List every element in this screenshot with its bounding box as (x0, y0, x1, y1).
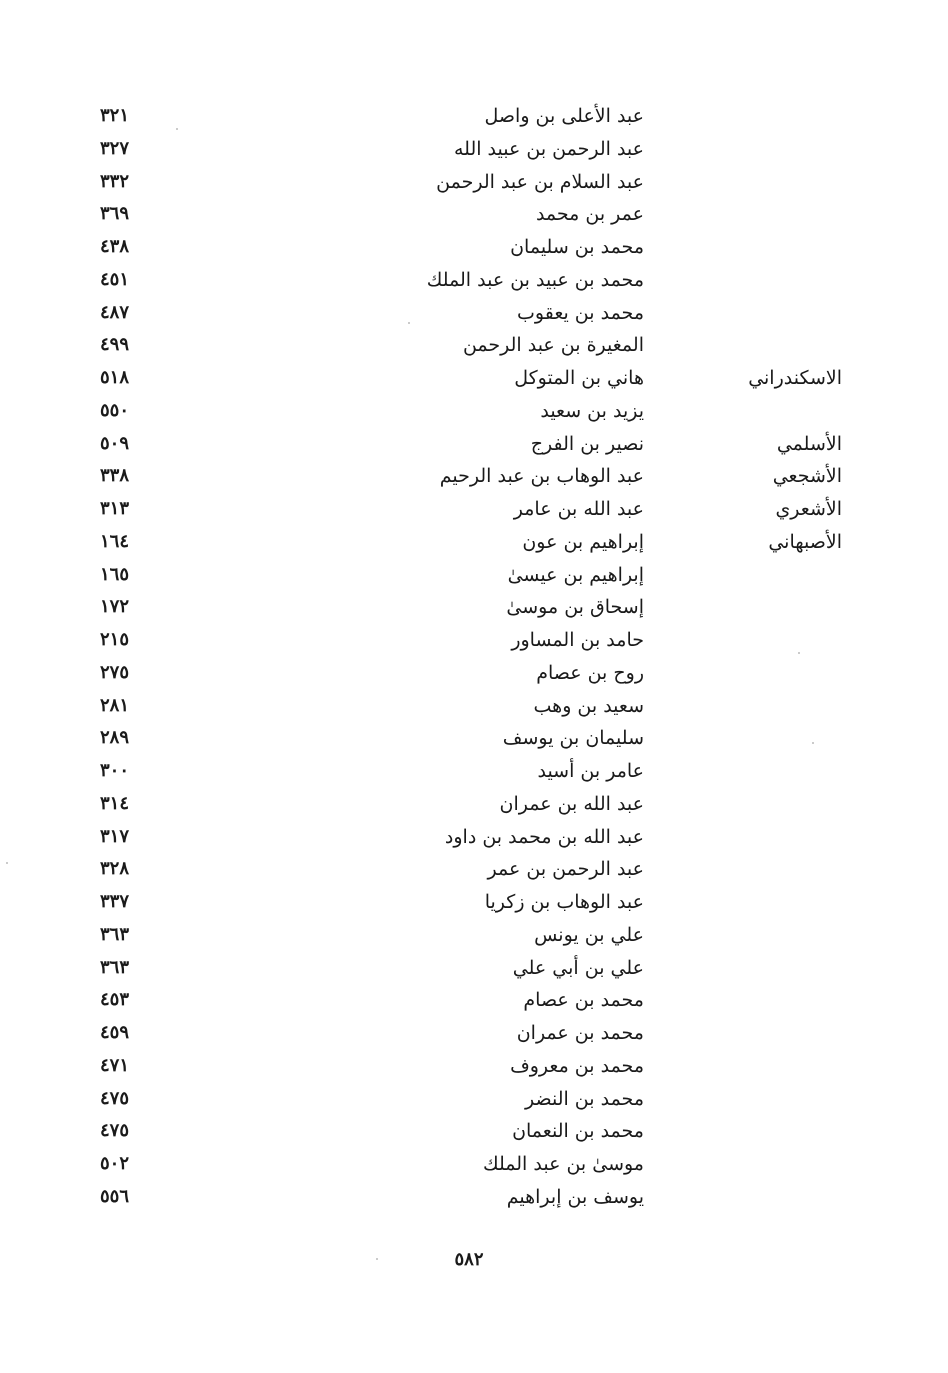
index-entry-row (90, 821, 842, 853)
scan-speck (176, 128, 178, 130)
index-entry-row (90, 984, 842, 1016)
index-entry-row (90, 788, 842, 820)
nisba-heading: الأشعري (775, 498, 842, 520)
narrator-name: إسحاق بن موسىٰ (506, 596, 644, 619)
page-reference: ٢٨١ (100, 694, 130, 716)
nisba-heading: الاسكندراني (748, 367, 842, 389)
narrator-name: سليمان بن يوسف (502, 727, 644, 750)
index-entry-row (90, 755, 842, 787)
index-entry-row (90, 624, 842, 656)
narrator-name: علي بن يونس (534, 923, 644, 946)
page-reference: ٣٢٨ (100, 858, 130, 880)
index-entry-row (90, 886, 842, 918)
index-entry-row (90, 1148, 842, 1180)
index-entry-row (90, 1083, 842, 1115)
scan-speck (408, 322, 410, 324)
index-entry-row (90, 690, 842, 722)
scan-speck (812, 742, 814, 744)
narrator-name: عبد الأعلى بن واصل (484, 105, 644, 127)
index-entry-row (90, 100, 842, 132)
page-reference: ٥١٨ (100, 367, 130, 388)
page-reference: ١٦٤ (100, 530, 130, 552)
index-entry-row (90, 166, 842, 198)
index-entry-row (90, 657, 842, 689)
narrator-name: إبراهيم بن عون (522, 530, 644, 553)
index-entry-row (90, 329, 842, 361)
scan-speck (798, 652, 800, 654)
page-reference: ٥٠٩ (100, 432, 130, 454)
index-entry-row (90, 1115, 842, 1147)
narrator-name: محمد بن النعمان (512, 1120, 644, 1143)
nisba-heading: الأشجعي (772, 465, 842, 488)
page-reference: ٢١٥ (100, 629, 130, 650)
narrator-name: المغيرة بن عبد الرحمن (462, 334, 644, 357)
index-entry-row (90, 722, 842, 754)
narrator-name: عبد الوهاب بن عبد الرحيم (439, 465, 644, 488)
narrator-name: نصير بن الفرج (530, 432, 644, 455)
narrator-name: عبد السلام بن عبد الرحمن (436, 170, 644, 193)
page-reference: ٤٥٣ (100, 989, 130, 1011)
narrator-name: سعيد بن وهب (533, 694, 644, 717)
index-entry-row (90, 1181, 842, 1213)
narrator-name: عبد الله بن محمد بن داود (444, 825, 644, 848)
narrator-name: محمد بن عبيد بن عبد الملك (426, 268, 644, 291)
page-reference: ٤٣٨ (100, 236, 130, 257)
page-number: ٥٨٢ (454, 1249, 484, 1270)
narrator-name: حامد بن المساور (511, 629, 644, 651)
narrator-name: عمر بن محمد (535, 203, 644, 226)
narrator-name: روح بن عصام (536, 661, 644, 684)
page-reference: ٣٢٧ (100, 137, 130, 159)
narrator-name: عبد الرحمن بن عبيد الله (453, 137, 644, 160)
index-entry-row (90, 559, 842, 591)
narrator-name: محمد بن عمران (516, 1022, 644, 1044)
page-reference: ٤٧١ (100, 1054, 130, 1076)
page-reference: ٥٥٠ (100, 399, 130, 421)
index-entry-row (90, 591, 842, 623)
page-reference: ٥٥٦ (100, 1185, 130, 1207)
nisba-heading: الأصبهاني (768, 530, 842, 553)
page-reference: ٥٠٢ (100, 1153, 130, 1174)
index-entry-row (90, 297, 842, 329)
page-reference: ٣١٧ (100, 825, 130, 847)
narrator-name: عبد الوهاب بن زكريا (484, 891, 644, 913)
index-entry-row (90, 1050, 842, 1082)
scan-speck (6, 862, 8, 864)
page-reference: ٣٣٨ (100, 465, 130, 487)
narrator-name: محمد بن يعقوب (517, 301, 644, 324)
index-entry-row (90, 395, 842, 427)
page-reference: ٤٥٩ (100, 1022, 130, 1043)
page-reference: ٣٦٣ (100, 923, 130, 945)
index-entry-row (90, 919, 842, 951)
index-entry-row (90, 493, 842, 525)
page-reference: ٤٧٥ (100, 1120, 130, 1142)
page-reference: ٣٢١ (100, 105, 130, 126)
page-reference: ١٧٢ (100, 596, 130, 618)
narrator-name: عبد الله بن عمران (499, 792, 644, 815)
page-reference: ١٦٥ (100, 563, 130, 585)
page-reference: ٤٨٧ (100, 301, 130, 323)
narrator-name: هاني بن المتوكل (514, 367, 644, 389)
page-reference: ٤٩٩ (100, 334, 130, 356)
nisba-heading: الأسلمي (776, 432, 842, 455)
page-reference: ٣١٣ (100, 498, 130, 519)
index-entry-row (90, 198, 842, 230)
page-reference: ٣٣٢ (100, 170, 130, 192)
page-reference: ٣٦٣ (100, 956, 130, 978)
index-entry-row (90, 133, 842, 165)
scan-speck (376, 1258, 378, 1260)
narrator-name: عامر بن أسيد (537, 760, 644, 782)
narrator-name: يوسف بن إبراهيم (506, 1185, 644, 1208)
narrator-name: محمد بن سليمان (510, 236, 644, 258)
page-reference: ٤٧٥ (100, 1087, 130, 1109)
page-reference: ٢٧٥ (100, 661, 130, 683)
index-entry-row (90, 1017, 842, 1049)
narrator-name: محمد بن النضر (525, 1087, 644, 1110)
index-entry-row (90, 362, 842, 394)
page-reference: ٣١٤ (100, 792, 130, 814)
index-entry-row (90, 428, 842, 460)
index-entry-row (90, 952, 842, 984)
narrator-name: علي بن أبي علي (512, 956, 644, 979)
index-entry-row (90, 853, 842, 885)
narrator-name: يزيد بن سعيد (540, 399, 644, 422)
page-reference: ٣٦٩ (100, 203, 130, 225)
narrator-name: إبراهيم بن عيسىٰ (507, 563, 644, 586)
narrator-name: محمد بن عصام (523, 989, 644, 1012)
index-entry-row (90, 526, 842, 558)
page-reference: ٤٥١ (100, 268, 130, 290)
narrator-name: عبد الرحمن بن عمر (487, 858, 644, 881)
page-reference: ٣٠٠ (100, 760, 130, 781)
index-entry-row (90, 460, 842, 492)
index-entry-row (90, 264, 842, 296)
narrator-name: محمد بن معروف (510, 1054, 644, 1077)
page-reference: ٣٣٧ (100, 891, 130, 912)
index-entry-row (90, 231, 842, 263)
narrator-name: عبد الله بن عامر (513, 498, 644, 520)
narrator-name: موسىٰ بن عبد الملك (482, 1153, 644, 1175)
page-reference: ٢٨٩ (100, 727, 130, 749)
